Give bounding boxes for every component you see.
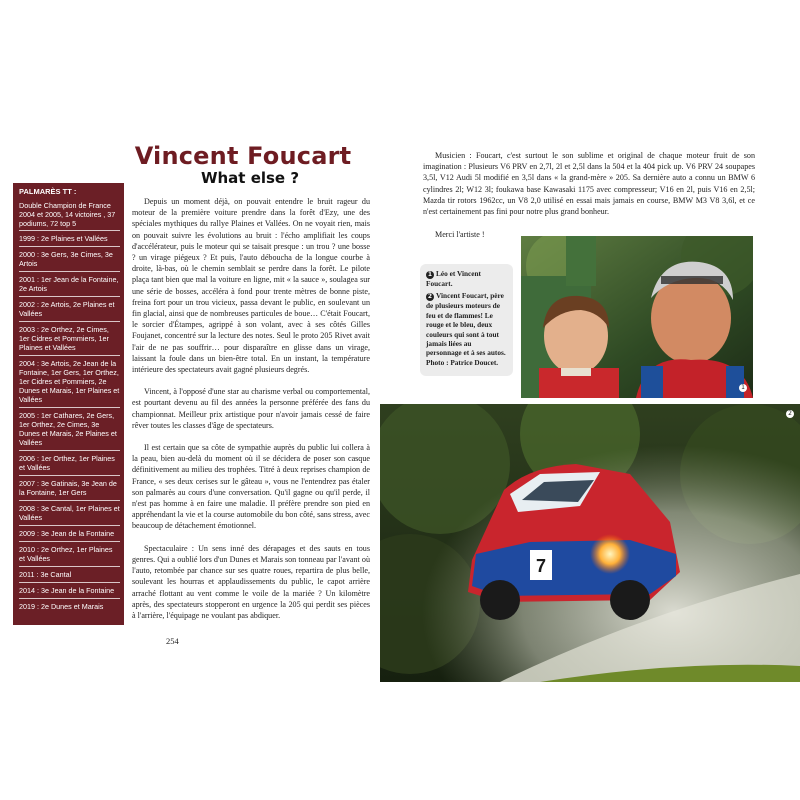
palmares-row: 2019 : 2e Dunes et Marais (19, 598, 120, 614)
article-column-left (132, 196, 370, 632)
palmares-row: 2003 : 2e Orthez, 2e Cimes, 1er Cidres et Pommiers, 1er Plaines et Vallées (19, 321, 120, 355)
page-title: Vincent Foucart (134, 142, 352, 170)
palmares-row: 2002 : 2e Artois, 2e Plaines et Vallées (19, 296, 120, 321)
palmares-row: 2001 : 1er Jean de la Fontaine, 2e Artois (19, 271, 120, 296)
palmares-sidebar (13, 183, 124, 625)
caption-text-2: Vincent Foucart, père de plusieurs moteurs de feu et de flammes! Le rouge et le bleu, deux couleurs qui sont à tout jamais liées au personnage et à ses autos. Photo : Patrice Doucet. (426, 291, 506, 367)
palmares-row: 2009 : 3e Jean de la Fontaine (19, 525, 120, 541)
page-subtitle: What else ? (200, 169, 300, 187)
article-paragraph: Musicien : Foucart, c'est surtout le son sublime et original de chaque moteur fruit de son imagination : Plusieurs V6 PRV en 2,7l, 2l et 2,5l dans la 504 et la 404 pick up. V6 PRV 24 soupapes 3,5l, V12 Audi 5l modifié en 3,5l dans « la grand-mère » 205. Sa dernière auto a connu un BMW 6 cylindres 2l; W12 3l; foukawa base Kawasaki 1175 avec compresseur; V16 en 2l, puis V16 en 2,5l; Mazda tir rotors 1962cc, un V8 2,0 utilisé en essai mais jamais en course, BMW M3 V8 3,6l, et ce n'est certainement pas fini pour notre plus grand bonheur. (423, 151, 755, 217)
palmares-row: 2014 : 3e Jean de la Fontaine (19, 582, 120, 598)
palmares-intro: Double Champion de France 2004 et 2005, 14 victoires , 37 podiums, 72 top 5 (19, 201, 116, 228)
palmares-row: 2007 : 3e Gatinais, 3e Jean de la Fontaine, 1er Gers (19, 475, 120, 500)
photo-leo-and-vincent (521, 236, 753, 398)
caption-text-1: Léo et Vincent Foucart. (426, 269, 481, 288)
photo-rally-car (380, 404, 800, 682)
palmares-row: 2005 : 1er Cathares, 2e Gers, 1er Orthez, 2e Cimes, 3e Dunes et Marais, 2e Plaines et Vallées (19, 407, 120, 450)
palmares-row: 2010 : 2e Orthez, 1er Plaines et Vallées (19, 541, 120, 566)
photo-leo-and-vincent-illustration (521, 236, 753, 398)
palmares-row: 1999 : 2e Plaines et Vallées (19, 230, 120, 246)
photo1-badge: 1 (739, 384, 747, 392)
article-paragraph: Vincent, à l'opposé d'une star au charisme verbal ou comportemental, est pourtant devenu au fil des années la personne préférée des fans du championnat. Meilleur prix artistique pour n'avoir jamais cessé de faire rêver toutes les classes d'âge de spectateurs. (132, 387, 370, 430)
palmares-row: 2000 : 3e Gers, 3e Cimes, 3e Artois (19, 246, 120, 271)
palmares-list (19, 230, 120, 614)
photo2-badge: 2 (786, 410, 794, 418)
car-number: 7 (535, 556, 547, 576)
page-number: 254 (166, 636, 179, 646)
caption-item-2 (426, 291, 507, 367)
caption-marker-1: 1 (427, 271, 433, 278)
caption-marker-2: 2 (427, 293, 433, 301)
caption-item-1 (426, 269, 507, 288)
palmares-row: 2004 : 3e Artois, 2e Jean de la Fontaine, 1er Gers, 1er Orthez, 1er Cidres et Pommiers, 2e Dunes et Marais, 1er Plaines et Vallées (19, 355, 120, 407)
article-paragraph: Il est certain que sa côte de sympathie auprès du public lui collera à la peau, bien au-delà du moment où il se décidera de poser son casque définitivement au milieu des trophées. Titré à deux reprises champion de France, « ses deux cerises sur le gâteau », vous ne l'entendrez pas étaler son palmarès au cours d'une conversation. Qu'il gagne ou qu'il perde, il n'est pas homme à en faire une maladie. Il préfère prendre son pied en appréhendant la vie et la course automobile du bon côté, sans stress, avec beaucoup de détachement émotionnel. (132, 443, 370, 531)
palmares-heading: PALMARÈS TT : (19, 187, 77, 196)
article-paragraph: Spectaculaire : Un sens inné des dérapages et des sauts en tous genres. Qui a oublié lors d'un Dunes et Marais son tonneau par l'avant où l'auto, retombée par chance sur ses quatre roues, repartira de plus belle, soulevant les hourras et applaudissements du public, le capot arrière arraché flottant au vent comme le voile de la mariée ? Un kilomètre après, des spectateurs stopperont en urgence la 205 qui perdit ses pièces à l'arrière, l'équipage ne voulant pas abdiquer. (132, 543, 370, 620)
palmares-row: 2006 : 1er Orthez, 1er Plaines et Vallées (19, 450, 120, 475)
photo-rally-car-illustration (380, 404, 800, 682)
article-paragraph: Depuis un moment déjà, on pouvait entendre le bruit rageur du moteur de la première voiture prendre dans la forêt d'Ezy, une des spéciales mythiques du rallye Plaines et Vallées. On ne voyait rien, mais on pouvait suivre les évolutions au bruit : l'écho amplifiait les coups d'accélérateur, puis le moteur qui se taisait presque : un trou ? une bosse ? un virage piégeux ? Et puis, l'auto déboucha de la longue courbe à droite, là-bas, où le chemin semblait se perdre dans la forêt. Le pilote plaça tant bien que mal la voiture en ligne, mit « la sauce », soulagea sur une série de bosses, accéléra à fond pour trente mètres de bonne piste, freina fort pour un trou vicieux, passa devant le public, en soulevant un fin glacial, ainsi que de nombreuses particules de boue… C'était Foucart, le sorcier d'Étampes, agrippé à son volant, avec à ses côtés Gilles Foujanet, concentré sur la lecture des notes. Seul le proto 205 Rivet avait l'air de ne pas souffrir… pour disparaître en glisse dans un virage, laissant la foule dans un bien-être total. En un instant, la température intérieure des spectateurs avait gagné plusieurs degrés. (132, 197, 370, 375)
palmares-row: 2011 : 3e Cantal (19, 566, 120, 582)
article-paragraph: Merci l'artiste ! (435, 230, 485, 240)
palmares-row: 2008 : 3e Cantal, 1er Plaines et Vallées (19, 500, 120, 525)
photo-caption (420, 264, 513, 376)
